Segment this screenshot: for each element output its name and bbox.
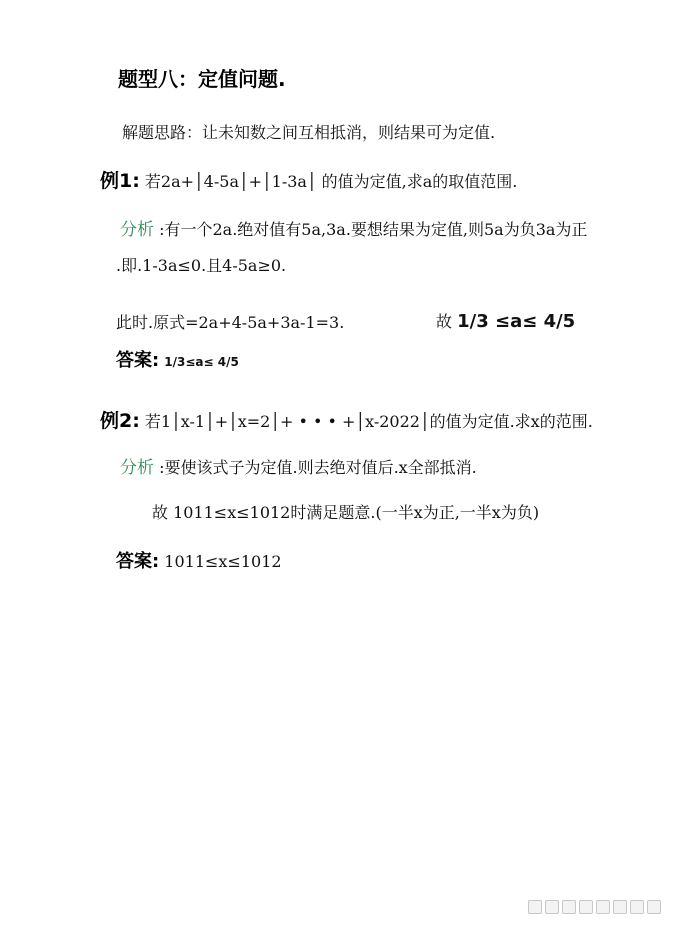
example2-analysis-line1	[120, 457, 477, 479]
example1-conclusion-prefix: 故	[436, 312, 453, 331]
example1-answer-value: 1/3≤a≤ 4/5	[164, 355, 239, 369]
example1-question-line	[100, 170, 517, 193]
solution-idea: 解题思路：让未知数之间互相抵消，则结果可为定值.	[122, 123, 496, 142]
example1-question: 若2a+│4-5a│+│1-3a│ 的值为定值,求a的取值范围.	[144, 172, 518, 191]
example1-analysis-line1	[120, 219, 587, 241]
example1-analysis-line2: .即.1-3a≤0.且4-5a≥0.	[116, 256, 287, 275]
example1-analysis-label: 分析	[120, 220, 154, 240]
example2-analysis-text1: :要使该式子为定值.则去绝对值后.x全部抵消.	[159, 458, 477, 477]
example2-answer-label: 答案:	[116, 551, 160, 572]
example1-answer-label: 答案:	[116, 350, 160, 371]
example1-conclusion	[436, 311, 575, 333]
example1-answer	[116, 350, 239, 373]
decoration-square	[545, 900, 559, 914]
decoration-square	[596, 900, 610, 914]
decoration-square	[579, 900, 593, 914]
example2-answer	[116, 551, 282, 573]
example1-label: 例1:	[100, 170, 140, 192]
example1-conclusion-range: 1/3 ≤a≤ 4/5	[457, 311, 576, 332]
example2-question: 若1│x-1│+│x=2│+ • • • +│x-2022│的值为定值.求x的范围.	[144, 412, 593, 431]
example1-analysis-text1: :有一个2a.绝对值有5a,3a.要想结果为定值,则5a为负3a为正	[159, 220, 588, 239]
example2-label: 例2:	[100, 410, 140, 432]
example2-analysis-label: 分析	[120, 458, 154, 478]
decoration-square	[613, 900, 627, 914]
bottom-decoration	[528, 900, 668, 914]
decoration-square	[647, 900, 661, 914]
example2-question-line	[100, 410, 593, 433]
decoration-square	[562, 900, 576, 914]
example1-work: 此时.原式=2a+4-5a+3a-1=3.	[116, 313, 345, 332]
example2-answer-value: 1011≤x≤1012	[164, 552, 282, 571]
decoration-square	[528, 900, 542, 914]
example2-conclusion: 故 1011≤x≤1012时满足题意.(一半x为正,一半x为负)	[152, 503, 540, 522]
section-title: 题型八：定值问题.	[118, 67, 286, 91]
decoration-square	[630, 900, 644, 914]
